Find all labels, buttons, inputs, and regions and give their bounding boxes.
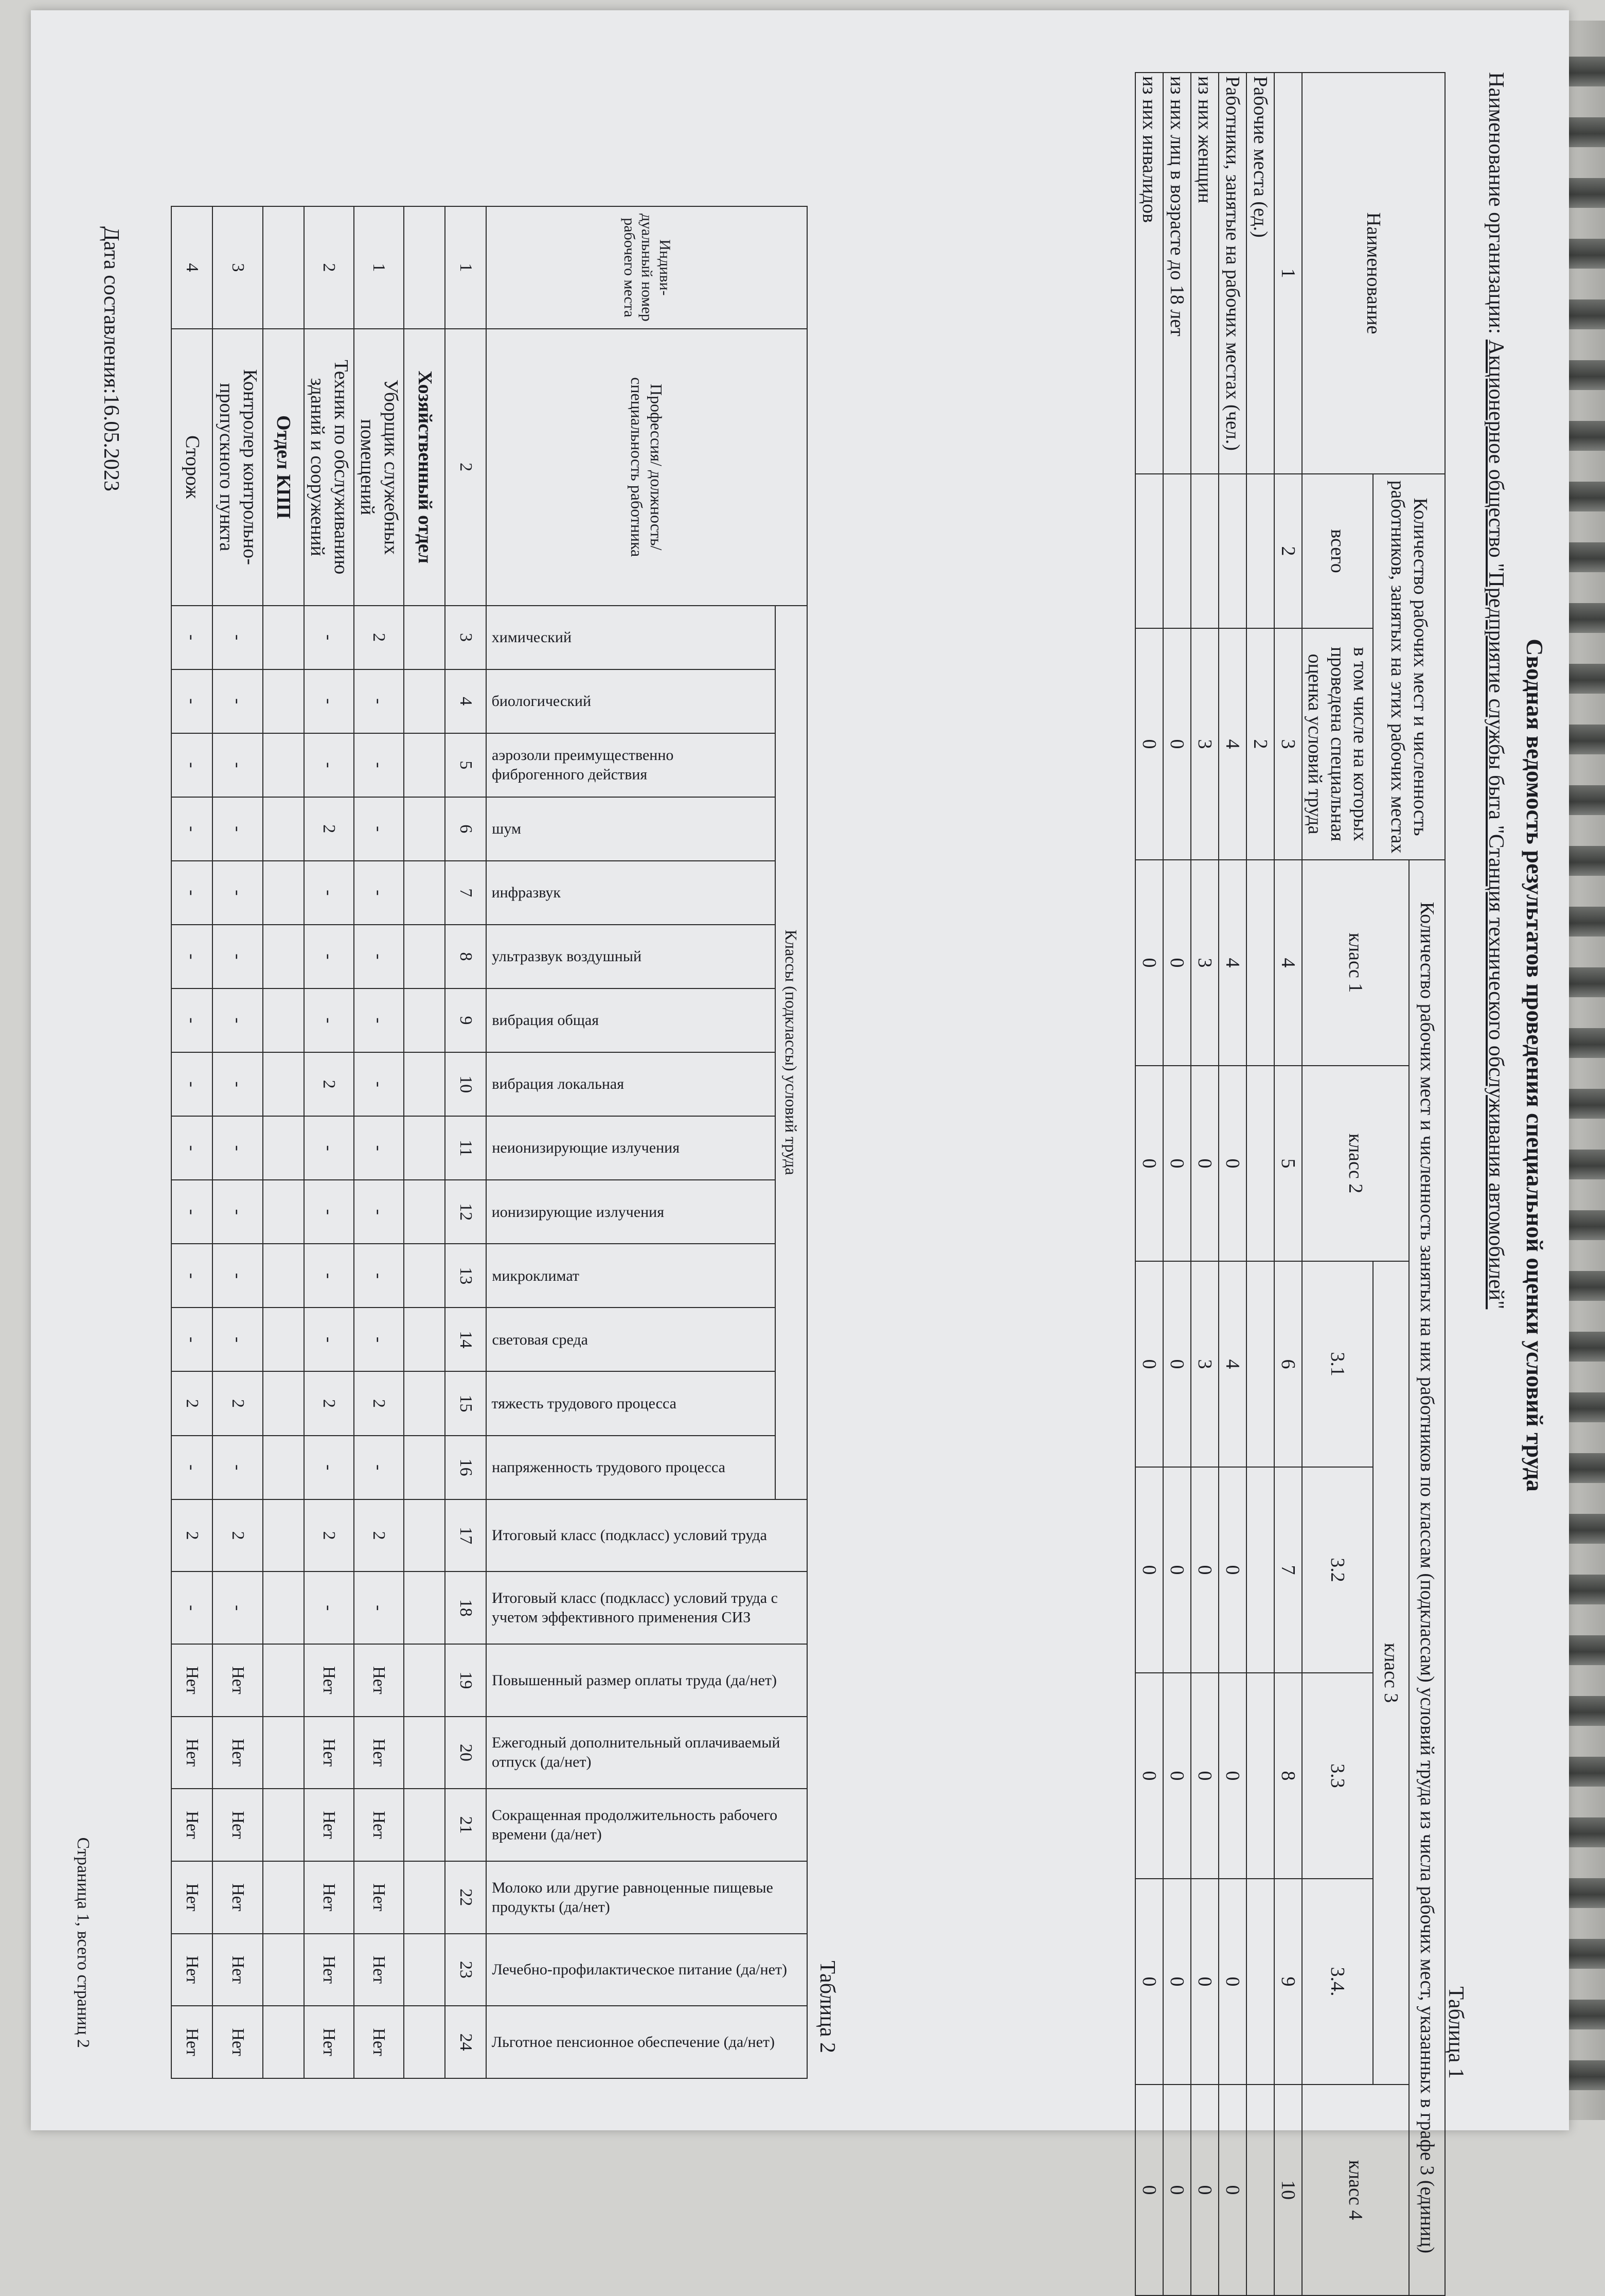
t2-total-class-header: Итоговый класс (подкласс) условий труда — [486, 1499, 807, 1572]
t2-cell: Нет — [212, 1789, 262, 1861]
t2-cell: Нет — [304, 1717, 354, 1789]
t2-cell — [263, 1571, 304, 1644]
t1-cell: 0 — [1163, 628, 1191, 860]
t1-cell: 0 — [1163, 1066, 1191, 1261]
t2-factor-header: вибрация общая — [486, 988, 775, 1052]
t2-cell — [404, 1308, 445, 1371]
t2-cell: Нет — [304, 1934, 354, 2006]
t2-cell: - — [171, 733, 212, 797]
t2-factor-header: инфразвук — [486, 861, 775, 925]
t2-column-numbers — [445, 206, 486, 2078]
t2-pension-header: Льготное пенсионное обеспечение (да/нет) — [486, 2006, 807, 2078]
t1-col-number: 3 — [1274, 628, 1302, 860]
t2-cell: - — [171, 1436, 212, 1499]
t2-cell: Нет — [304, 1644, 354, 1717]
t2-cell: Нет — [354, 1789, 404, 1861]
t2-factor-header: аэрозоли преимущественно фиброгенного действия — [486, 733, 775, 797]
t2-factor-header: химический — [486, 606, 775, 669]
t2-col-number: 16 — [445, 1436, 486, 1499]
t1-col-number: 1 — [1274, 73, 1302, 474]
t2-cell: - — [212, 861, 262, 925]
t2-cell — [263, 1052, 304, 1116]
t1-col-number: 6 — [1274, 1261, 1302, 1467]
t2-cell — [404, 1371, 445, 1435]
t2-cell: - — [304, 1571, 354, 1644]
t2-col-number: 22 — [445, 1861, 486, 1934]
t2-col-number: 12 — [445, 1180, 486, 1244]
t1-cell: 0 — [1191, 2085, 1219, 2295]
t2-workplace-id: 1 — [354, 206, 404, 329]
t2-cell — [263, 2006, 304, 2078]
t1-cell — [1246, 474, 1274, 628]
t1-cell: 0 — [1163, 2085, 1191, 2295]
t1-cell — [1246, 1673, 1274, 1879]
page-number: Страница 1, всего страниц 2 — [74, 1837, 93, 2048]
t2-cell — [263, 1116, 304, 1180]
t2-cell: Нет — [171, 1717, 212, 1789]
organization-label: Наименование организации: — [1484, 72, 1508, 334]
t2-cell: - — [212, 733, 262, 797]
t2-cell — [404, 1116, 445, 1180]
t1-cell: 3 — [1191, 860, 1219, 1066]
t2-col-number: 10 — [445, 1052, 486, 1116]
t2-cell: - — [304, 1244, 354, 1308]
t1-count-header: Количество рабочих мест и численность работников, занятых на этих рабочих местах — [1373, 474, 1445, 860]
t2-cell — [263, 1934, 304, 2006]
t2-factor-header: вибрация локальная — [486, 1052, 775, 1116]
t1-row-name: из них женщин — [1191, 73, 1219, 474]
t1-cell: 4 — [1219, 628, 1246, 860]
table1-label: Таблица 1 — [1444, 1986, 1468, 2079]
t2-cell — [263, 669, 304, 733]
t1-cell — [1219, 474, 1246, 628]
t1-cell: 0 — [1191, 1066, 1219, 1261]
t1-c33-header: 3.3 — [1302, 1673, 1373, 1879]
t1-cell — [1191, 474, 1219, 628]
t2-cell: Нет — [304, 2006, 354, 2078]
t2-col-number: 13 — [445, 1244, 486, 1308]
t2-col-number: 19 — [445, 1644, 486, 1717]
t1-cell: 0 — [1219, 2085, 1246, 2295]
t2-cell: - — [171, 1244, 212, 1308]
t1-cell: 0 — [1219, 1673, 1246, 1879]
t2-cell — [263, 1861, 304, 1934]
t2-total-class-siz-header: Итоговый класс (подкласс) условий труда с учетом эффективного применения СИЗ — [486, 1571, 807, 1644]
t2-cell — [263, 1499, 304, 1572]
t2-cell — [404, 797, 445, 861]
t2-cell: Нет — [354, 1934, 404, 2006]
t2-cell: 2 — [304, 1371, 354, 1435]
t2-factor-header: ионизирующие излучения — [486, 1180, 775, 1244]
t2-cell: - — [171, 988, 212, 1052]
table2-label: Таблица 2 — [815, 1961, 839, 2053]
t2-cell: 2 — [171, 1499, 212, 1572]
t1-class2-header: класс 2 — [1302, 1066, 1409, 1261]
date-label: Дата составления: — [99, 226, 123, 394]
t2-cell — [404, 1644, 445, 1717]
t2-cell: - — [304, 1180, 354, 1244]
t1-col-number: 2 — [1274, 474, 1302, 628]
t2-cell: - — [354, 669, 404, 733]
t2-cell: Нет — [354, 2006, 404, 2078]
t2-cell: 2 — [304, 1052, 354, 1116]
t2-workplace-id: 4 — [171, 206, 212, 329]
t1-cell: 4 — [1219, 1261, 1246, 1467]
t2-col-number: 15 — [445, 1371, 486, 1435]
t2-cell: - — [212, 797, 262, 861]
organization-line — [1484, 72, 1508, 1309]
t2-pay-header: Повышенный размер оплаты труда (да/нет) — [486, 1644, 807, 1717]
t2-cell: - — [354, 1244, 404, 1308]
t2-cell — [263, 1789, 304, 1861]
t2-nutrition-header: Лечебно-профилактическое питание (да/нет) — [486, 1934, 807, 2006]
t2-cell: 2 — [354, 1499, 404, 1572]
t2-cell — [263, 797, 304, 861]
t2-cell — [404, 1717, 445, 1789]
t1-c32-header: 3.2 — [1302, 1467, 1373, 1673]
t1-row-name: из них лиц в возрасте до 18 лет — [1163, 73, 1191, 474]
t2-cell: - — [212, 669, 262, 733]
t2-cell: Нет — [354, 1644, 404, 1717]
t2-cell: - — [212, 1308, 262, 1371]
t2-cell: - — [304, 606, 354, 669]
t1-c31-header: 3.1 — [1302, 1261, 1373, 1467]
t2-profession: Контролер контрольно-пропускного пункта — [212, 329, 262, 606]
t2-col-number: 9 — [445, 988, 486, 1052]
t1-cell: 0 — [1163, 1467, 1191, 1673]
t2-cell: - — [171, 1180, 212, 1244]
t1-name-header: Наименование — [1302, 73, 1445, 474]
t1-cell: 0 — [1135, 1066, 1163, 1261]
t2-factor-header: световая среда — [486, 1308, 775, 1371]
t2-cell: - — [171, 925, 212, 988]
t1-cell — [1246, 1467, 1274, 1673]
t2-section-title: Хозяйственный отдел — [404, 329, 445, 606]
t1-row-name: из них инвалидов — [1135, 73, 1163, 474]
t2-cell: - — [212, 1052, 262, 1116]
t2-cell: - — [304, 988, 354, 1052]
t2-cell — [263, 1436, 304, 1499]
t2-cell — [404, 206, 445, 329]
t2-section-row — [404, 206, 445, 2078]
t2-cell: 2 — [354, 1371, 404, 1435]
t2-cell: Нет — [304, 1861, 354, 1934]
t1-cell: 0 — [1135, 1673, 1163, 1879]
t2-cell: Нет — [212, 2006, 262, 2078]
t1-total-header: всего — [1302, 474, 1373, 628]
t1-cell: 2 — [1246, 628, 1274, 860]
t2-body — [171, 206, 445, 2078]
t1-row — [1135, 73, 1163, 2295]
t2-classes-header: Классы (подклассы) условий труда — [775, 606, 807, 1499]
t2-leave-header: Ежегодный дополнительный оплачиваемый отпуск (да/нет) — [486, 1717, 807, 1789]
t1-cell: 0 — [1135, 1261, 1163, 1467]
t2-cell: Нет — [171, 1861, 212, 1934]
t2-workplace-id: 2 — [304, 206, 354, 329]
t1-cell: 0 — [1191, 1879, 1219, 2085]
t1-col-number: 4 — [1274, 860, 1302, 1066]
t1-cell: 0 — [1135, 860, 1163, 1066]
t1-cell: 0 — [1191, 1673, 1219, 1879]
document-sheet — [31, 10, 1569, 2254]
t1-cell: 0 — [1163, 860, 1191, 1066]
t2-cell — [404, 1499, 445, 1572]
t2-row — [212, 206, 262, 2078]
t2-cell — [404, 861, 445, 925]
organization-name: Акционерное общество "Предприятие службы быта "Станция технического обслуживания автомобилей" — [1484, 339, 1508, 1310]
t2-cell: - — [354, 988, 404, 1052]
t1-cell — [1135, 474, 1163, 628]
t1-col-number: 5 — [1274, 1066, 1302, 1261]
t1-col-number: 8 — [1274, 1673, 1302, 1879]
t2-factor-header: тяжесть трудового процесса — [486, 1371, 775, 1435]
t1-row — [1246, 73, 1274, 2295]
t1-cell: 3 — [1191, 628, 1219, 860]
t1-row — [1191, 73, 1219, 2295]
summary-table-1 — [1135, 72, 1446, 2296]
t2-cell: Нет — [212, 1861, 262, 1934]
t2-profession: Сторож — [171, 329, 212, 606]
t2-cell: - — [212, 1116, 262, 1180]
t2-cell — [263, 206, 304, 329]
compilation-date — [99, 226, 123, 491]
t1-cell: 0 — [1163, 1261, 1191, 1467]
t2-cell: 2 — [171, 1371, 212, 1435]
t2-cell: - — [171, 797, 212, 861]
t1-cell — [1246, 1879, 1274, 2085]
t2-cell: Нет — [212, 1644, 262, 1717]
t2-col-number: 21 — [445, 1789, 486, 1861]
t1-cell: 0 — [1163, 1879, 1191, 2085]
summary-table-2 — [171, 206, 808, 2079]
t1-body — [1135, 73, 1274, 2295]
t2-col-number: 17 — [445, 1499, 486, 1572]
t2-id-header: Индиви- дуальный номер рабочего места — [486, 206, 807, 329]
t2-cell — [404, 606, 445, 669]
t1-row-name: Рабочие места (ед.) — [1246, 73, 1274, 474]
t2-cell: - — [212, 988, 262, 1052]
t2-factor-header: напряженность трудового процесса — [486, 1436, 775, 1499]
t2-cell: Нет — [171, 1789, 212, 1861]
t2-factor-header: ультразвук воздушный — [486, 925, 775, 988]
t2-col-number: 6 — [445, 797, 486, 861]
t2-cell: - — [212, 925, 262, 988]
t1-cell — [1246, 2085, 1274, 2295]
t2-row — [354, 206, 404, 2078]
t1-cell: 0 — [1191, 1467, 1219, 1673]
t2-cell: - — [171, 861, 212, 925]
t1-sout-header: в том числе на которых проведена специальная оценка условий труда — [1302, 628, 1373, 860]
t2-row — [171, 206, 212, 2078]
t2-cell: - — [304, 669, 354, 733]
t2-cell — [404, 1436, 445, 1499]
t2-cell: Нет — [171, 1644, 212, 1717]
t1-cell — [1246, 1066, 1274, 1261]
t1-col-number: 9 — [1274, 1879, 1302, 2085]
t2-cell — [404, 1789, 445, 1861]
t1-cell: 0 — [1135, 1879, 1163, 2085]
t2-cell: - — [212, 1244, 262, 1308]
t2-col-number: 14 — [445, 1308, 486, 1371]
t2-factor-header: микроклимат — [486, 1244, 775, 1308]
date-value: 16.05.2023 — [99, 394, 123, 491]
t2-cell — [404, 669, 445, 733]
t2-section-row — [263, 206, 304, 2078]
t2-cell — [404, 1571, 445, 1644]
t2-row — [304, 206, 354, 2078]
t2-cell: - — [354, 797, 404, 861]
t2-cell — [263, 861, 304, 925]
t1-row — [1219, 73, 1246, 2295]
t2-cell — [263, 1371, 304, 1435]
t2-cell: 2 — [354, 606, 404, 669]
t1-cell: 0 — [1219, 1066, 1246, 1261]
t2-cell: 2 — [304, 1499, 354, 1572]
t2-workplace-id: 3 — [212, 206, 262, 329]
t2-cell: - — [354, 1571, 404, 1644]
t2-cell — [263, 733, 304, 797]
t1-cell: 0 — [1163, 1673, 1191, 1879]
t1-cell: 3 — [1191, 1261, 1219, 1467]
t2-cell — [263, 988, 304, 1052]
t2-col-number: 20 — [445, 1717, 486, 1789]
t1-cell: 4 — [1219, 860, 1246, 1066]
t2-milk-header: Молоко или другие равноценные пищевые продукты (да/нет) — [486, 1861, 807, 1934]
t2-cell: Нет — [354, 1717, 404, 1789]
t2-cell — [404, 1244, 445, 1308]
t2-col-number: 24 — [445, 2006, 486, 2078]
t1-cell — [1246, 860, 1274, 1066]
t1-cell: 0 — [1135, 628, 1163, 860]
t2-cell: - — [212, 606, 262, 669]
t1-cell — [1163, 474, 1191, 628]
t2-profession: Техник по обслуживанию зданий и сооружений — [304, 329, 354, 606]
t2-cell: - — [212, 1571, 262, 1644]
t2-cell — [404, 925, 445, 988]
t1-cell: 0 — [1219, 1467, 1246, 1673]
t2-short-time-header: Сокращенная продолжительность рабочего времени (да/нет) — [486, 1789, 807, 1861]
t1-column-numbers — [1274, 73, 1302, 2295]
t2-cell: - — [304, 733, 354, 797]
t2-cell — [404, 1180, 445, 1244]
t2-cell: - — [304, 861, 354, 925]
t2-col-number: 7 — [445, 861, 486, 925]
t2-cell: - — [304, 1308, 354, 1371]
t1-cell: 0 — [1135, 1467, 1163, 1673]
t2-profession-header: Профессия/ должность/ специальность работника — [486, 329, 807, 606]
t2-col-number: 1 — [445, 206, 486, 329]
t2-cell — [404, 988, 445, 1052]
t2-cell: 2 — [212, 1371, 262, 1435]
t2-cell: - — [304, 1116, 354, 1180]
t2-cell: - — [354, 1308, 404, 1371]
t2-col-number: 23 — [445, 1934, 486, 2006]
t2-cell: - — [212, 1436, 262, 1499]
t2-cell: Нет — [304, 1789, 354, 1861]
t1-class4-header: класс 4 — [1302, 2085, 1409, 2295]
t2-cell — [263, 1244, 304, 1308]
t2-cell: - — [354, 1052, 404, 1116]
t1-c34-header: 3.4. — [1302, 1879, 1373, 2085]
t2-col-number: 2 — [445, 329, 486, 606]
t2-cell — [404, 1861, 445, 1934]
t1-cell: 0 — [1135, 2085, 1163, 2295]
t2-cell — [404, 733, 445, 797]
t2-cell: Нет — [171, 1934, 212, 2006]
t2-cell: - — [354, 733, 404, 797]
t2-cell — [263, 1717, 304, 1789]
t2-cell: 2 — [304, 797, 354, 861]
t2-cell: - — [171, 669, 212, 733]
t2-cell: - — [354, 861, 404, 925]
t2-factor-header: биологический — [486, 669, 775, 733]
t2-cell: - — [171, 1571, 212, 1644]
t2-profession: Уборщик служебных помещений — [354, 329, 404, 606]
t2-cell: - — [354, 925, 404, 988]
t2-cell: Нет — [354, 1861, 404, 1934]
t2-cell — [404, 2006, 445, 2078]
t2-col-number: 11 — [445, 1116, 486, 1180]
t1-class-group-header: Количество рабочих мест и численность занятых на них работников по классам (подклассам) условий труда из числа рабочих мест, указанных в графе 3 (единиц) — [1409, 860, 1445, 2295]
t2-cell: - — [354, 1116, 404, 1180]
t2-cell: - — [171, 1052, 212, 1116]
t2-cell — [263, 1308, 304, 1371]
t2-cell: - — [354, 1436, 404, 1499]
t1-class1-header: класс 1 — [1302, 860, 1409, 1066]
t1-col-number: 7 — [1274, 1467, 1302, 1673]
t2-col-number: 3 — [445, 606, 486, 669]
t2-cell: - — [171, 1308, 212, 1371]
t1-cell — [1246, 1261, 1274, 1467]
t2-cell: - — [304, 1436, 354, 1499]
t2-col-number: 18 — [445, 1571, 486, 1644]
t1-col-number: 10 — [1274, 2085, 1302, 2295]
t2-factor-header: неионизирующие излучения — [486, 1116, 775, 1180]
t1-class3-header: класс 3 — [1373, 1261, 1409, 2085]
t2-cell — [404, 1934, 445, 2006]
t1-row — [1163, 73, 1191, 2295]
t2-cell: Нет — [212, 1934, 262, 2006]
t2-cell: Нет — [212, 1717, 262, 1789]
t2-col-number: 5 — [445, 733, 486, 797]
t2-cell: - — [212, 1180, 262, 1244]
t2-cell: - — [304, 925, 354, 988]
t2-col-number: 8 — [445, 925, 486, 988]
t2-cell: - — [354, 1180, 404, 1244]
t2-cell: Нет — [171, 2006, 212, 2078]
t2-cell — [263, 1644, 304, 1717]
t2-section-title: Отдел КПП — [263, 329, 304, 606]
t2-cell: 2 — [212, 1499, 262, 1572]
t2-cell — [404, 1052, 445, 1116]
t1-cell: 0 — [1219, 1879, 1246, 2085]
t2-cell — [263, 606, 304, 669]
rotated-page — [31, 10, 1569, 2254]
t2-cell — [263, 925, 304, 988]
t1-row-name: Работники, занятые на рабочих местах (чел.) — [1219, 73, 1246, 474]
document-title: Сводная ведомость результатов проведения специальной оценки условий труда — [1522, 639, 1548, 1492]
t2-cell — [263, 1180, 304, 1244]
t2-cell: - — [171, 1116, 212, 1180]
t2-col-number: 4 — [445, 669, 486, 733]
t2-factor-header: шум — [486, 797, 775, 861]
t2-cell: - — [171, 606, 212, 669]
